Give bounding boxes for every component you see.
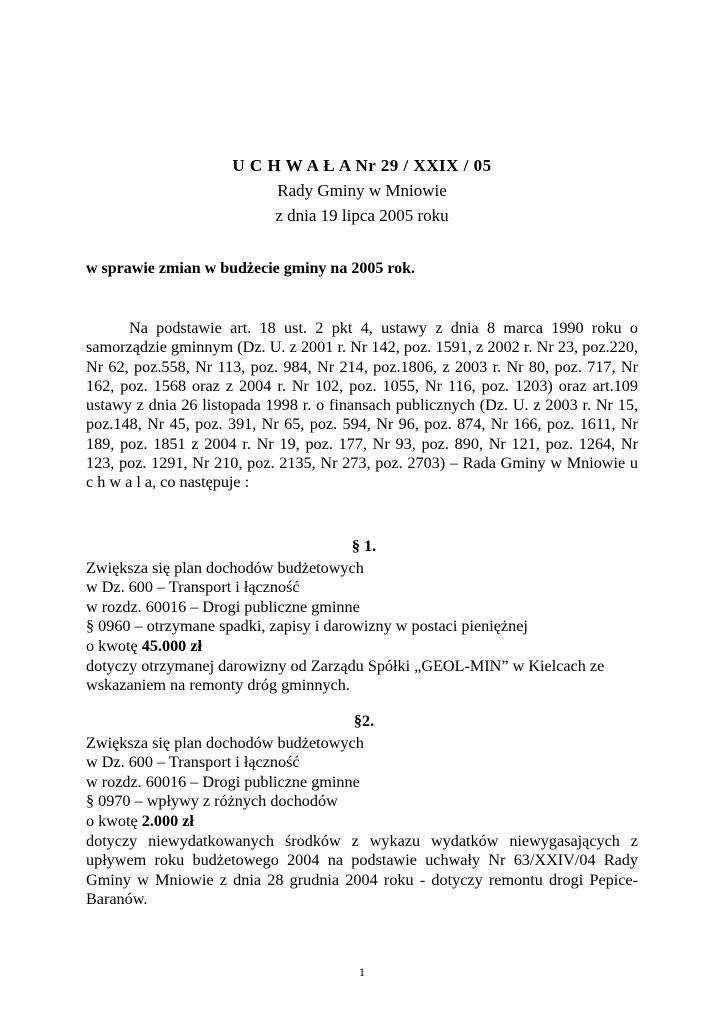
section-amount-line: [86, 637, 638, 657]
council-name: Rady Gminy w Mniowie: [277, 181, 447, 200]
amount-prefix: o kwotę: [86, 636, 142, 655]
section-note: dotyczy otrzymanej darowizny od Zarządu Spółki „GEOL-MIN” w Kielcach ze wskazaniem na remonty dróg gminnych.: [86, 656, 605, 695]
section-note: dotyczy niewydatkowanych środków z wykazu wydatków niewygasających z upływem roku budżetowego 2004 na podstawie uchwały Nr 63/XXIV/04 Rady Gminy w Mniowie z dnia 28 grudnia 2004 roku - dotyczy remontu drogi Pepice-Baranów.: [86, 831, 638, 909]
amount-value: 2.000 zł: [141, 811, 194, 830]
amount-prefix: o kwotę: [86, 811, 142, 830]
section-1: [86, 537, 638, 696]
section-line: w Dz. 600 – Transport i łączność: [86, 578, 300, 597]
section-2: [86, 712, 638, 910]
section-line: § 0960 – otrzymane spadki, zapisy i darowizny w postaci pieniężnej: [86, 617, 528, 636]
section-line: w rozdz. 60016 – Drogi publiczne gminne: [86, 772, 360, 791]
section-amount-line: [86, 812, 638, 832]
page-number: 1: [359, 965, 365, 979]
amount-value: 45.000 zł: [141, 636, 202, 655]
legal-basis-paragraph: [86, 319, 638, 493]
section-heading: §2.: [353, 712, 375, 730]
section-line: Zwiększa się plan dochodów budżetowych: [86, 558, 364, 577]
section-line: § 0970 – wpływy z różnych dochodów: [86, 792, 338, 811]
resolution-header: [0, 153, 724, 228]
section-line: w Dz. 600 – Transport i łączność: [86, 753, 300, 772]
resolution-title: U C H W A Ł A Nr 29 / XXIX / 05: [232, 156, 492, 175]
section-line: w rozdz. 60016 – Drogi publiczne gminne: [86, 597, 360, 616]
resolution-date: z dnia 19 lipca 2005 roku: [275, 206, 449, 225]
section-line: Zwiększa się plan dochodów budżetowych: [86, 733, 364, 752]
legal-basis-text: Na podstawie art. 18 ust. 2 pkt 4, ustawy z dnia 8 marca 1990 roku o samorządzie gminnym (Dz. U. z 2001 r. Nr 142, poz. 1591, z 2002 r. Nr 23, poz.220, Nr 62, poz.558, Nr 113, poz. 984, Nr 214, poz.1806, z 2003 r. Nr 80, poz. 717, Nr 162, poz. 1568 oraz z 2004 r. Nr 102, poz. 1055, Nr 116, poz. 1203) oraz art.109 ustawy z dnia 26 listopada 1998 r. o finansach publicznych (Dz. U. z 2003 r. Nr 15, poz.148, Nr 45, poz. 391, Nr 65, poz. 594, Nr 96, poz. 874, Nr 166, poz. 1611, Nr 189, poz. 1851 z 2004 r. Nr 19, poz. 177, Nr 93, poz. 890, Nr 121, poz. 1264, Nr 123, poz. 1291, Nr 210, poz. 2135, Nr 273, poz. 2703) – Rada Gminy w Mniowie u c h w a l a, co następuje :: [86, 319, 638, 492]
section-heading: § 1.: [351, 537, 377, 555]
resolution-subject: w sprawie zmian w budżecie gminy na 2005 rok.: [86, 260, 416, 277]
